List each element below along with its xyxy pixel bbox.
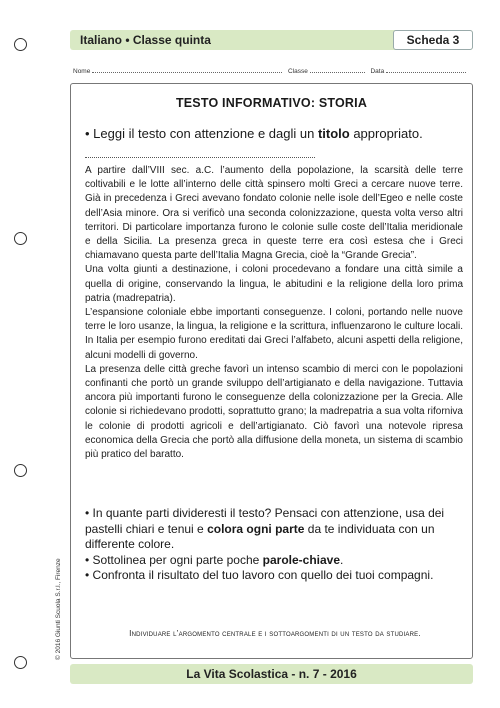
class-label: Classe: [287, 68, 308, 75]
paragraph: Una volta giunti a destinazione, i coloni procedevano a fondare una città simile a quella di origine, conservando la lingua, le abitudini e la religione della loro prima patria (madrepatria).: [85, 264, 463, 304]
binder-hole-1: [14, 38, 27, 51]
paragraph: L’espansione coloniale ebbe importanti conseguenze. I coloni, portando nelle nuove terre le loro usanze, la lingua, la religione e la scrittura, influenzarono le culture locali. In Italia per esempio furono ereditati dai Greci l’alfabeto, alcuni aspetti della religione, alcuni modelli di governo.: [85, 307, 463, 361]
class-field[interactable]: [310, 67, 365, 73]
learning-objective: Individuare l’argomento centrale e i sottoargomenti di un testo da studiare.: [129, 629, 421, 638]
task-divide: • In quante parti divideresti il testo? Pensaci con attenzione, usa dei pastelli chiari e tenui e colora ogni parte da te individuata con un differente colore.: [85, 506, 445, 551]
binder-hole-3: [14, 464, 27, 477]
instruction-read: • Leggi il testo con attenzione e dagli un titolo appropriato.: [85, 126, 423, 141]
header-bar: [70, 30, 473, 50]
task-compare: • Confronta il risultato del tuo lavoro con quello dei tuoi compagni.: [85, 568, 434, 582]
date-label: Data: [370, 68, 385, 75]
binder-hole-4: [14, 656, 27, 669]
worksheet-title: TESTO INFORMATIVO: STORIA: [175, 96, 368, 110]
binder-hole-2: [14, 232, 27, 245]
task-underline: • Sottolinea per ogni parte poche parole-chiave.: [85, 552, 344, 567]
worksheet-box: [70, 83, 473, 659]
sheet-label: Scheda 3: [393, 30, 473, 50]
tasks: [85, 506, 465, 584]
paragraph: La presenza delle città greche favorì un intenso scambio di merci con le popolazioni confinanti che portò un grande sviluppo dell’artigianato e della navigazione. Tuttavia ancora più importanti furono le conseguenze della colonizzazione per la Grecia. Alle colonie si richiedevano prodotti, soprattutto grano; la madrepatria a sua volta riforniva le colonie di prodotti agricoli e dell’artigianato. Ciò favorì una notevole ripresa economica della Grecia che portò alla diffusione della moneta, un sistema di scambio più pratico del baratto.: [85, 363, 463, 461]
body-text: [85, 164, 463, 462]
title-answer-line[interactable]: [85, 157, 315, 158]
name-field[interactable]: [92, 67, 282, 73]
date-field[interactable]: [386, 67, 466, 73]
paragraph: A partire dall’VIII sec. a.C. l’aumento della popolazione, la scarsità delle terre coltivabili e le lotte all’interno delle città spinsero molti Greci a cercare nuove terre. Già in precedenza i Greci avevano fondato colonie nelle isole dell’Egeo e nelle coste dell’Asia minore. Ora si verificò una seconda colonizzazione, questa volta verso altri territori. Di particolare importanza furono le colonie sulle coste dell’Italia meridionale e della Sicilia. La presenza greca in queste terre era così estesa che i Greci chiamavano questa parte dell’Italia Magna Grecia, cioè la “Grande Grecia”.: [85, 165, 463, 262]
copyright-notice: © 2016 Giunti Scuola S.r.l., Firenze: [55, 558, 62, 660]
footer-bar: La Vita Scolastica - n. 7 - 2016: [70, 664, 473, 684]
subject-label: Italiano • Classe quinta: [80, 33, 211, 47]
name-label: Nome: [73, 68, 91, 75]
student-fields: [73, 67, 473, 75]
